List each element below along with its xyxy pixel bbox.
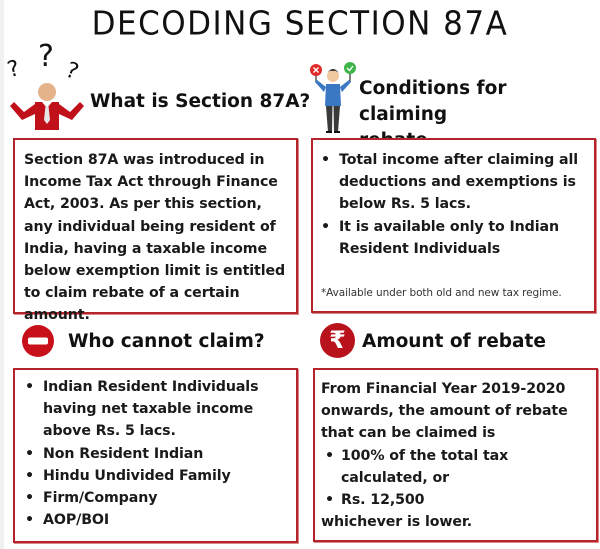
amount-list-item: • Rs. 12,500: [321, 489, 592, 511]
conditions-list: [317, 149, 588, 260]
conditions-list-item: • It is available only to Indian Resident Individuals: [317, 216, 588, 260]
amount-list: [321, 445, 592, 512]
what-is-section-87a-box: [13, 138, 298, 324]
conditions-box: [311, 138, 596, 313]
who-cannot-list-item: • Firm/Company: [21, 487, 290, 509]
section-heading-conditions-line1: Conditions for claiming: [359, 78, 507, 125]
who-cannot-list-item: • Non Resident Indian: [21, 443, 290, 465]
rupee-icon: [320, 323, 355, 358]
who-cannot-list-item: • Hindu Undivided Family: [21, 465, 290, 487]
conditions-footnote: *Available under both old and new tax regime.: [321, 286, 562, 299]
who-cannot-list-item: • AOP/BOI: [21, 509, 290, 531]
svg-text:?: ?: [62, 57, 82, 86]
svg-text:?: ?: [4, 55, 23, 84]
section-heading-amount: Amount of rebate: [362, 331, 546, 352]
person-holding-cross-and-check-signs-icon: [308, 60, 358, 134]
section-heading-who-cannot: Who cannot claim?: [68, 331, 265, 352]
amount-outro: whichever is lower.: [321, 514, 473, 531]
rupee-symbol: ₹: [329, 326, 346, 354]
amount-list-item: • 100% of the total tax calculated, or: [321, 445, 592, 489]
section-heading-what-is: What is Section 87A?: [90, 91, 311, 112]
no-entry-icon: [21, 324, 55, 358]
conditions-list-item: • Total income after claiming all deductions and exemptions is below Rs. 5 lacs.: [317, 149, 588, 216]
page-title: DECODING SECTION 87A: [91, 5, 509, 43]
who-cannot-claim-box: [13, 368, 298, 543]
who-cannot-list-item: • Indian Resident Individuals having net taxable income above Rs. 5 lacs.: [21, 376, 290, 443]
amount-of-rebate-box: [313, 368, 598, 542]
what-is-description: Section 87A was introduced in Income Tax Act through Finance Act, 2003. As per this section, any individual being resident of India, having a taxable income below exemption limit is entitled to claim rebate of a certain amount.: [24, 152, 286, 324]
confused-person-question-marks-icon: [4, 42, 90, 130]
amount-intro: From Financial Year 2019-2020 onwards, the amount of rebate that can be claimed is: [321, 381, 568, 442]
svg-text:?: ?: [38, 42, 54, 74]
who-cannot-list: [21, 376, 290, 531]
